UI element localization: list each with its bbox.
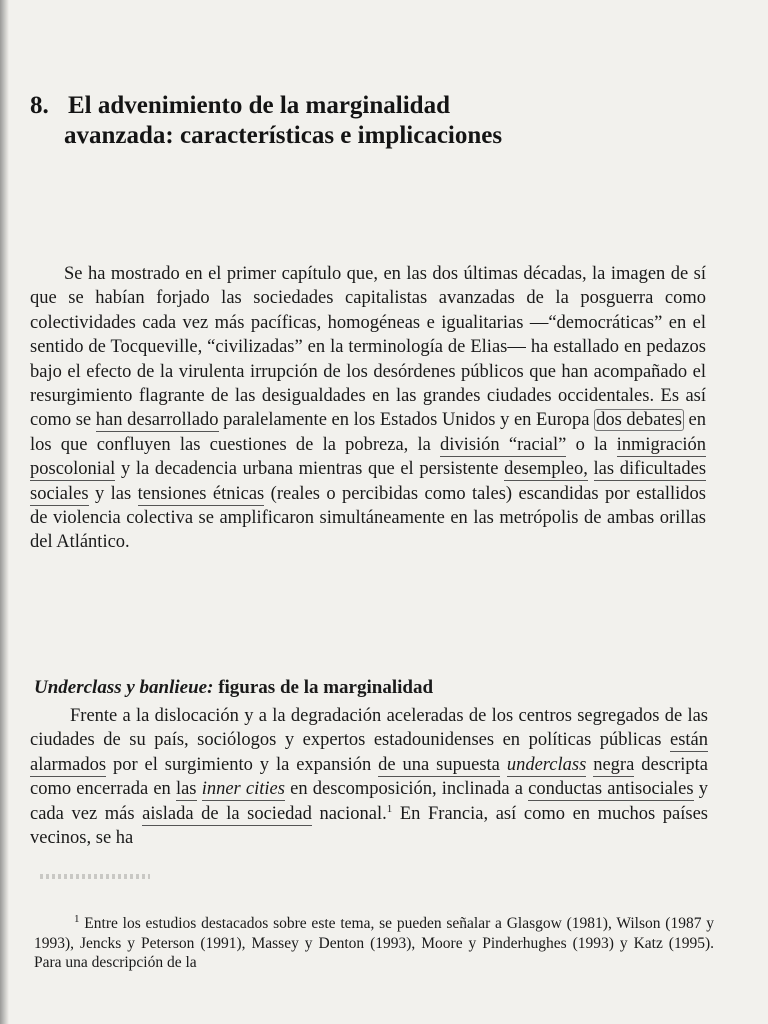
pencil-underline: división “racial” bbox=[440, 434, 567, 455]
pencil-box: dos debates bbox=[596, 410, 682, 431]
pencil-underline: están alarmados bbox=[30, 730, 708, 775]
pencil-underline: desempleo, bbox=[504, 459, 588, 480]
chapter-title-line2: avanzada: características e implicaciones bbox=[64, 121, 503, 149]
pencil-underline: de una supuesta bbox=[378, 754, 500, 775]
text-run: o la bbox=[566, 434, 617, 455]
pencil-underline: las bbox=[175, 779, 197, 800]
chapter-title bbox=[30, 91, 730, 151]
section-heading bbox=[34, 676, 714, 700]
section-heading-rest: figuras de la marginalidad bbox=[213, 676, 434, 698]
text-run: y la decadencia urbana mientras que el persistente bbox=[115, 459, 505, 480]
text-run: y las bbox=[88, 483, 138, 504]
pencil-underline: conductas antisociales bbox=[528, 779, 694, 800]
section-heading-italic: Underclass y banlieue: bbox=[34, 676, 214, 698]
footnote-number: 1 bbox=[74, 912, 80, 925]
text-run: descripta como encerrada en bbox=[30, 754, 709, 800]
text-run bbox=[500, 755, 507, 775]
chapter-number: 8. bbox=[30, 91, 49, 119]
text-run: En Francia, así como en muchos países vecinos, se ha bbox=[30, 803, 708, 849]
text-run bbox=[197, 779, 202, 799]
footnote-text bbox=[34, 914, 714, 973]
second-section bbox=[30, 704, 708, 850]
footnote-body: Entre los estudios destacados sobre este tema, se pueden señalar a Glasgow (1981), Wilson (1987 y 1993), Jencks y Peterson (1991), Massey y Denton (1993), Moore y Pinderhughes (1993) y Katz (1995). Para una descripción de la bbox=[34, 915, 714, 971]
pencil-underline: inmigración poscolonial bbox=[30, 434, 706, 480]
text-run: en descomposición, inclinada a bbox=[284, 779, 529, 800]
pencil-underline: han desarrollado bbox=[95, 410, 219, 431]
pencil-underline: aislada de la sociedad bbox=[142, 803, 312, 824]
footnote-reference[interactable]: 1 bbox=[386, 802, 393, 815]
pencil-underline: negra bbox=[593, 754, 635, 775]
second-paragraph bbox=[30, 704, 708, 850]
text-run: en los que confluyen las cuestiones de la pobreza, la bbox=[30, 410, 706, 455]
text-run: por el surgimiento y la expansión bbox=[106, 754, 379, 775]
page-binding-edge bbox=[0, 0, 9, 1024]
text-run: Se ha mostrado en el primer capítulo que, en las dos últimas décadas, la imagen de sí que se habían forjado las sociedades capitalistas avanzadas de la posguerra como colectividades cada vez más pacíficas, homogéneas e igualitarias —“democráticas” en el sentido de Tocqueville, “civilizadas” en la terminología de Elias— ha estallado en pedazos bajo el efecto de la virulenta irrupción de los desórdenes públicos que han acompañado el resurgimiento flagrante de las desigualdades en las grandes ciudades occidentales. Es así como se bbox=[30, 264, 706, 431]
footnote bbox=[34, 914, 714, 973]
text-run: (reales o percibidas como tales) escandidas por estallidos de violencia colectiva se amplificaron simultáneamente en las metrópolis de ambas orillas del Atlántico. bbox=[30, 483, 707, 553]
intro-section bbox=[30, 262, 706, 555]
pencil-underline: underclass bbox=[506, 754, 587, 775]
text-run: Frente a la dislocación y a la degradación aceleradas de los centros segregados de las ciudades de su país, sociólogos y expertos estadounidenses en políticas públicas bbox=[30, 706, 708, 751]
text-run bbox=[588, 459, 594, 479]
scan-smudge bbox=[40, 874, 150, 879]
text-run: paralelamente en los Estados Unidos y en Europa bbox=[218, 410, 595, 431]
intro-paragraph bbox=[30, 262, 706, 555]
pencil-underline: las dificultades sociales bbox=[30, 459, 707, 504]
pencil-underline: inner cities bbox=[201, 779, 285, 800]
text-run: nacional. bbox=[311, 803, 387, 824]
chapter-title-line1: El advenimiento de la marginalidad bbox=[68, 91, 450, 119]
text-run: y cada vez más bbox=[30, 779, 708, 824]
pencil-underline: tensiones étnicas bbox=[137, 483, 265, 504]
